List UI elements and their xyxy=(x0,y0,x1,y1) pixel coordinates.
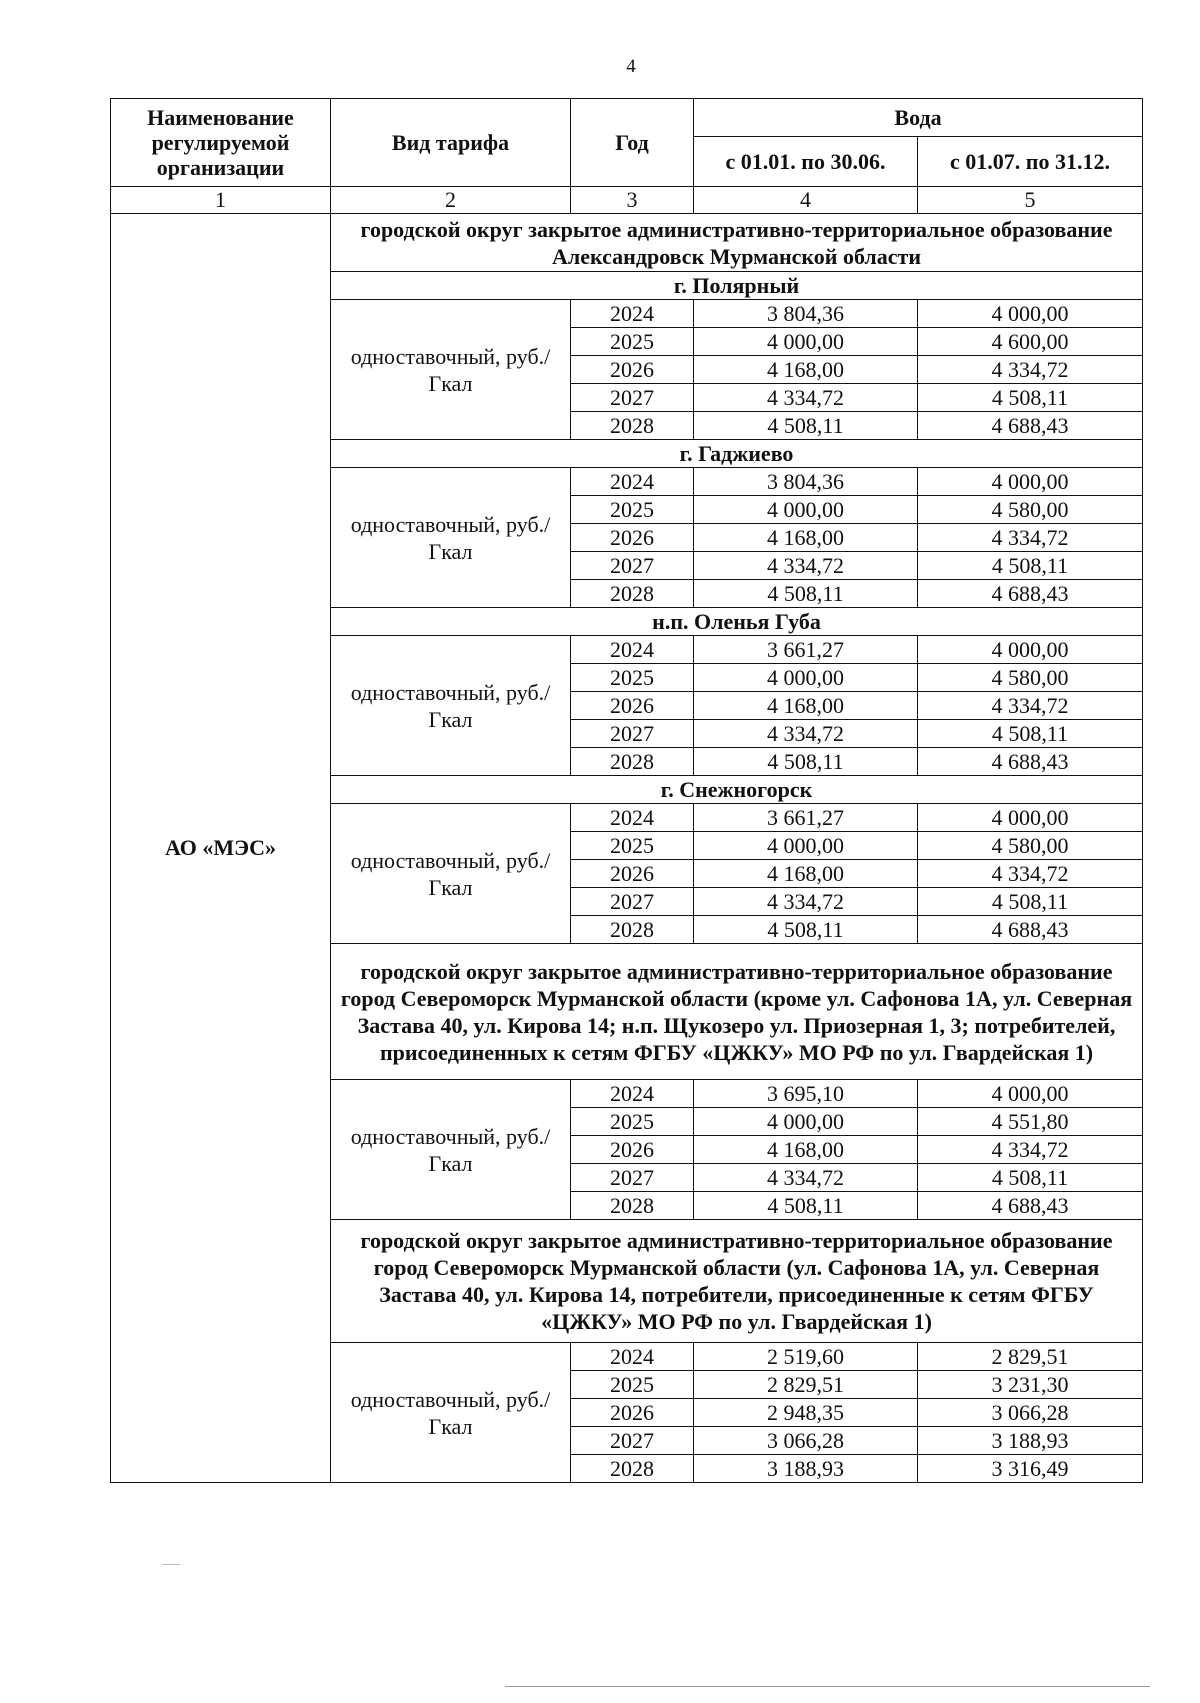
period-1-value: 4 508,11 xyxy=(694,748,918,776)
period-2-value: 4 508,11 xyxy=(918,1164,1143,1192)
period-2-value: 4 508,11 xyxy=(918,384,1143,412)
year-cell: 2024 xyxy=(571,636,694,664)
year-cell: 2026 xyxy=(571,524,694,552)
year-cell: 2027 xyxy=(571,384,694,412)
period-1-value: 4 508,11 xyxy=(694,916,918,944)
period-1-value: 2 948,35 xyxy=(694,1399,918,1427)
period-1-value: 4 168,00 xyxy=(694,356,918,384)
column-number: 5 xyxy=(918,187,1143,214)
period-2-value: 4 334,72 xyxy=(918,356,1143,384)
period-2-value: 4 688,43 xyxy=(918,748,1143,776)
period-1-value: 4 334,72 xyxy=(694,384,918,412)
period-2-value: 4 508,11 xyxy=(918,552,1143,580)
period-2-value: 4 508,11 xyxy=(918,720,1143,748)
header-year: Год xyxy=(571,99,694,187)
locality-title: г. Гаджиево xyxy=(331,440,1143,468)
year-cell: 2024 xyxy=(571,468,694,496)
tariff-type-cell: одноставочный, руб./Гкал xyxy=(331,468,571,608)
period-2-value: 4 600,00 xyxy=(918,328,1143,356)
year-cell: 2027 xyxy=(571,552,694,580)
year-cell: 2025 xyxy=(571,1371,694,1399)
period-1-value: 4 334,72 xyxy=(694,1164,918,1192)
period-2-value: 2 829,51 xyxy=(918,1343,1143,1371)
period-2-value: 4 000,00 xyxy=(918,636,1143,664)
period-2-value: 3 231,30 xyxy=(918,1371,1143,1399)
section-title-row xyxy=(111,214,1143,272)
period-2-value: 4 580,00 xyxy=(918,832,1143,860)
year-cell: 2024 xyxy=(571,300,694,328)
period-2-value: 4 688,43 xyxy=(918,580,1143,608)
year-cell: 2024 xyxy=(571,1080,694,1108)
period-1-value: 4 000,00 xyxy=(694,832,918,860)
header-tariff-type: Вид тарифа xyxy=(331,99,571,187)
period-1-value: 4 334,72 xyxy=(694,888,918,916)
year-cell: 2028 xyxy=(571,748,694,776)
period-1-value: 3 661,27 xyxy=(694,804,918,832)
period-1-value: 3 661,27 xyxy=(694,636,918,664)
organization-name: АО «МЭС» xyxy=(111,214,331,1483)
year-cell: 2027 xyxy=(571,1427,694,1455)
period-1-value: 4 508,11 xyxy=(694,580,918,608)
period-2-value: 4 688,43 xyxy=(918,1192,1143,1220)
period-2-value: 4 334,72 xyxy=(918,860,1143,888)
year-cell: 2024 xyxy=(571,804,694,832)
tariff-type-cell: одноставочный, руб./Гкал xyxy=(331,1080,571,1220)
period-1-value: 4 508,11 xyxy=(694,412,918,440)
period-2-value: 4 000,00 xyxy=(918,804,1143,832)
period-2-value: 4 688,43 xyxy=(918,916,1143,944)
period-1-value: 4 508,11 xyxy=(694,1192,918,1220)
period-1-value: 4 168,00 xyxy=(694,524,918,552)
footer-rule xyxy=(505,1686,1150,1687)
header-org: Наименование регулируемой организации xyxy=(111,99,331,187)
year-cell: 2027 xyxy=(571,720,694,748)
period-1-value: 2 519,60 xyxy=(694,1343,918,1371)
period-2-value: 4 000,00 xyxy=(918,468,1143,496)
period-2-value: 4 334,72 xyxy=(918,1136,1143,1164)
period-2-value: 4 334,72 xyxy=(918,692,1143,720)
period-1-value: 3 188,93 xyxy=(694,1455,918,1483)
year-cell: 2028 xyxy=(571,580,694,608)
period-1-value: 4 168,00 xyxy=(694,1136,918,1164)
tariff-type-cell: одноставочный, руб./Гкал xyxy=(331,804,571,944)
period-1-value: 3 695,10 xyxy=(694,1080,918,1108)
header-period-1: с 01.01. по 30.06. xyxy=(694,137,918,187)
section-title: городской округ закрытое административно-территориальное образование город Североморск Мурманской области (ул. Сафонова 1А, ул. Северная Застава 40, ул. Кирова 14, потребители, присоединенные к сетям ФГБУ «ЦЖКУ» МО РФ по ул. Гвардейская 1) xyxy=(331,1220,1143,1343)
period-1-value: 4 000,00 xyxy=(694,1108,918,1136)
period-2-value: 3 066,28 xyxy=(918,1399,1143,1427)
period-2-value: 4 688,43 xyxy=(918,412,1143,440)
column-number: 3 xyxy=(571,187,694,214)
year-cell: 2025 xyxy=(571,496,694,524)
period-2-value: 4 000,00 xyxy=(918,300,1143,328)
header-row xyxy=(111,99,1143,137)
year-cell: 2027 xyxy=(571,1164,694,1192)
year-cell: 2028 xyxy=(571,1455,694,1483)
tariff-type-cell: одноставочный, руб./Гкал xyxy=(331,1343,571,1483)
column-numbers-row xyxy=(111,187,1143,214)
year-cell: 2026 xyxy=(571,1399,694,1427)
tariff-type-cell: одноставочный, руб./Гкал xyxy=(331,636,571,776)
year-cell: 2027 xyxy=(571,888,694,916)
period-1-value: 4 334,72 xyxy=(694,552,918,580)
year-cell: 2025 xyxy=(571,328,694,356)
period-1-value: 4 000,00 xyxy=(694,328,918,356)
locality-title: г. Полярный xyxy=(331,272,1143,300)
period-2-value: 3 316,49 xyxy=(918,1455,1143,1483)
year-cell: 2024 xyxy=(571,1343,694,1371)
year-cell: 2028 xyxy=(571,916,694,944)
column-number: 4 xyxy=(694,187,918,214)
locality-title: н.п. Оленья Губа xyxy=(331,608,1143,636)
year-cell: 2025 xyxy=(571,832,694,860)
margin-mark xyxy=(162,1564,180,1565)
period-1-value: 3 804,36 xyxy=(694,468,918,496)
year-cell: 2026 xyxy=(571,356,694,384)
period-2-value: 4 508,11 xyxy=(918,888,1143,916)
locality-title: г. Снежногорск xyxy=(331,776,1143,804)
period-2-value: 4 000,00 xyxy=(918,1080,1143,1108)
period-2-value: 3 188,93 xyxy=(918,1427,1143,1455)
period-1-value: 4 168,00 xyxy=(694,860,918,888)
year-cell: 2028 xyxy=(571,412,694,440)
tariff-table xyxy=(110,98,1143,1483)
period-1-value: 4 334,72 xyxy=(694,720,918,748)
period-1-value: 3 066,28 xyxy=(694,1427,918,1455)
column-number: 2 xyxy=(331,187,571,214)
period-1-value: 4 000,00 xyxy=(694,496,918,524)
section-title: городской округ закрытое административно-территориальное образование город Североморск Мурманской области (кроме ул. Сафонова 1А, ул. Северная Застава 40, ул. Кирова 14; н.п. Щукозеро ул. Приозерная 1, 3; потребителей, присоединенных к сетям ФГБУ «ЦЖКУ» МО РФ по ул. Гвардейская 1) xyxy=(331,944,1143,1080)
period-1-value: 2 829,51 xyxy=(694,1371,918,1399)
period-2-value: 4 580,00 xyxy=(918,664,1143,692)
page-number: 4 xyxy=(626,56,636,77)
year-cell: 2028 xyxy=(571,1192,694,1220)
column-number: 1 xyxy=(111,187,331,214)
period-1-value: 3 804,36 xyxy=(694,300,918,328)
period-2-value: 4 551,80 xyxy=(918,1108,1143,1136)
year-cell: 2026 xyxy=(571,692,694,720)
period-1-value: 4 168,00 xyxy=(694,692,918,720)
tariff-type-cell: одноставочный, руб./Гкал xyxy=(331,300,571,440)
year-cell: 2026 xyxy=(571,860,694,888)
period-2-value: 4 580,00 xyxy=(918,496,1143,524)
section-title: городской округ закрытое административно-территориальное образование Александровск Мурманской области xyxy=(331,214,1143,272)
period-1-value: 4 000,00 xyxy=(694,664,918,692)
year-cell: 2026 xyxy=(571,1136,694,1164)
header-water: Вода xyxy=(694,99,1143,137)
year-cell: 2025 xyxy=(571,1108,694,1136)
header-period-2: с 01.07. по 31.12. xyxy=(918,137,1143,187)
period-2-value: 4 334,72 xyxy=(918,524,1143,552)
year-cell: 2025 xyxy=(571,664,694,692)
